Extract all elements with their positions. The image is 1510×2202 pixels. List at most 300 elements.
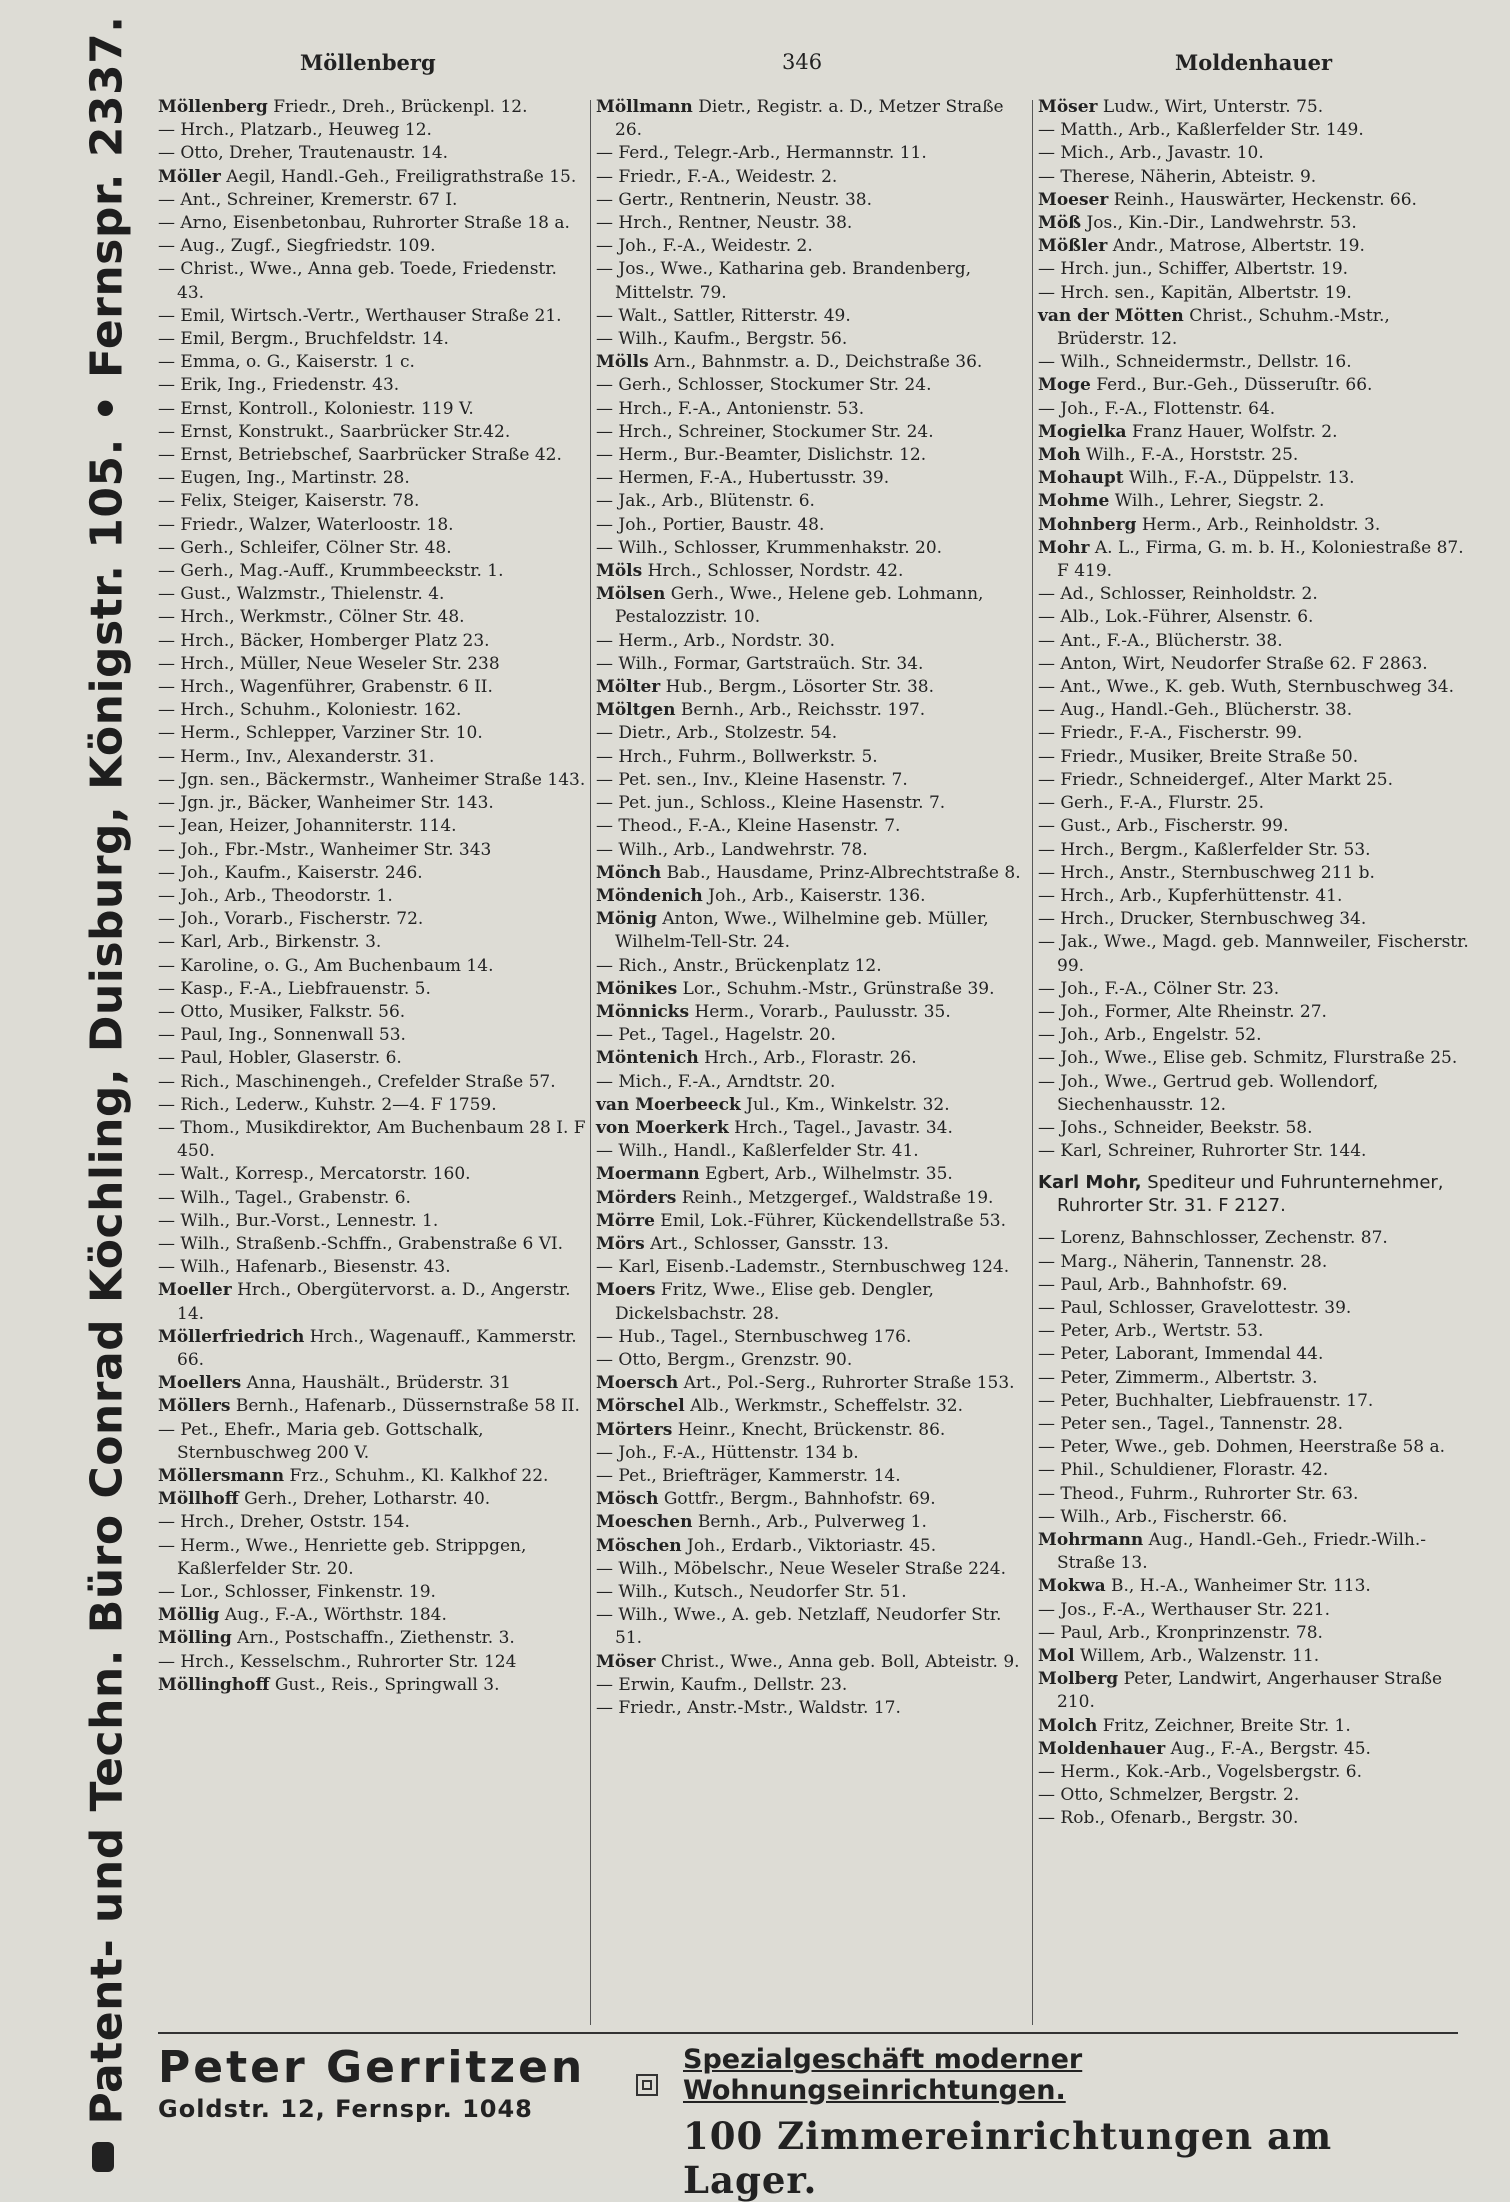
entry-details: Ferd., Bur.-Geh., Düsseruſtr. 66. (1090, 375, 1373, 396)
directory-entry (596, 514, 1028, 537)
directory-entry (158, 606, 588, 629)
entry-details: — Wilh., Wwe., A. geb. Netzlaff, Neudorfer Str. 51. (596, 1605, 1002, 1649)
entry-details: — Thom., Musikdirektor, Am Buchenbaum 28 I. F 450. (158, 1117, 586, 1162)
directory-entry (1038, 1274, 1470, 1297)
directory-entry (158, 1395, 588, 1418)
column-1 (158, 96, 588, 2026)
entry-details: Wilh., F.-A., Horststr. 25. (1080, 445, 1299, 466)
directory-entry (1038, 1529, 1470, 1575)
entry-surname: Möser (596, 1651, 656, 1672)
entry-details: Bernh., Arb., Pulverweg 1. (692, 1512, 927, 1533)
directory-entry (1038, 908, 1470, 931)
entry-surname: Möltgen (596, 700, 676, 721)
directory-entry (158, 955, 588, 978)
directory-entry (158, 583, 588, 606)
entry-details: — Friedr., Anstr.-Mstr., Waldstr. 17. (596, 1698, 901, 1719)
directory-entry (1038, 931, 1470, 977)
entry-details: — Gertr., Rentnerin, Neustr. 38. (596, 189, 872, 210)
entry-details: — Hrch., Kesselschm., Ruhrorter Str. 124 (158, 1651, 517, 1672)
directory-entry (1038, 815, 1470, 838)
entry-details: Hrch., Schlosser, Nordstr. 42. (642, 561, 904, 582)
directory-entry (1038, 792, 1470, 815)
directory-entry (1038, 189, 1470, 212)
ad-entry (1038, 1171, 1470, 1217)
entry-details: — Wilh., Kaufm., Bergstr. 56. (596, 329, 848, 350)
entry-details: — Herm., Inv., Alexanderstr. 31. (158, 746, 435, 767)
directory-entry (1038, 1367, 1470, 1390)
entry-details: — Marg., Näherin, Tannenstr. 28. (1038, 1251, 1328, 1272)
entry-details: Gerh., Wwe., Helene geb. Lohmann, Pestalozzistr. 10. (615, 584, 984, 628)
entry-details: — Mich., Arb., Javastr. 10. (1038, 143, 1264, 164)
directory-entry (1038, 282, 1470, 305)
entry-details: — Peter, Arb., Wertstr. 53. (1038, 1321, 1264, 1342)
entry-surname: Mörschel (596, 1396, 685, 1417)
entry-details: — Aug., Zugf., Siegfriedstr. 109. (158, 236, 436, 257)
entry-details: — Joh., F.-A., Hüttenstr. 134 b. (596, 1442, 859, 1463)
entry-details: — Jean, Heizer, Johanniterstr. 114. (158, 816, 457, 837)
entry-details: — Jak., Arb., Blütenstr. 6. (596, 491, 815, 512)
directory-entry (158, 839, 588, 862)
directory-entry (596, 1001, 1028, 1024)
entry-details: — Jos., Wwe., Katharina geb. Brandenberg, Mittelstr. 79. (596, 259, 972, 303)
directory-entry (158, 1187, 588, 1210)
entry-surname: Molch (1038, 1715, 1098, 1736)
directory-entry (596, 142, 1028, 165)
directory-entry (596, 1071, 1028, 1094)
directory-entry (158, 1651, 588, 1674)
directory-entry (158, 1047, 588, 1070)
directory-entry (158, 1163, 588, 1186)
directory-entry (158, 1419, 588, 1465)
directory-entry (596, 490, 1028, 513)
directory-entry (596, 398, 1028, 421)
entry-details: — Joh., Kaufm., Kaiserstr. 246. (158, 862, 423, 883)
entry-details: — Gerh., Mag.-Auff., Krummbeeckstr. 1. (158, 561, 504, 582)
directory-entry (158, 931, 588, 954)
entry-details: — Hrch. sen., Kapitän, Albertstr. 19. (1038, 282, 1352, 303)
entry-surname: Möls (596, 561, 643, 582)
directory-entry (596, 374, 1028, 397)
directory-entry (596, 1604, 1028, 1650)
entry-details: — Peter, Wwe., geb. Dohmen, Heerstraße 58 a. (1038, 1437, 1446, 1458)
entry-surname: Mohaupt (1038, 468, 1124, 489)
entry-details: Hrch., Tagel., Javastr. 34. (728, 1117, 953, 1138)
entry-details: Hrch., Wagenauff., Kammerstr. 66. (177, 1326, 577, 1370)
directory-entry (596, 1326, 1028, 1349)
entry-details: — Gerh., F.-A., Flurstr. 25. (1038, 793, 1265, 814)
directory-entry (1038, 1668, 1470, 1714)
entry-details: — Hub., Tagel., Sternbuschweg 176. (596, 1326, 912, 1347)
entry-details: — Rob., Ofenarb., Bergstr. 30. (1038, 1808, 1299, 1829)
entry-details: — Joh., Arb., Theodorstr. 1. (158, 885, 393, 906)
entry-surname: Moermann (596, 1164, 700, 1185)
entry-details: — Jgn. sen., Bäckermstr., Wanheimer Straße 143. (158, 769, 586, 790)
directory-entry (1038, 839, 1470, 862)
directory-entry (596, 1094, 1028, 1117)
entry-details: — Hrch., Drucker, Sternbuschweg 34. (1038, 909, 1367, 930)
entry-surname: Möllenberg (158, 97, 268, 117)
entry-surname: Karl Mohr, (1038, 1172, 1142, 1194)
directory-entry (1038, 258, 1470, 281)
directory-entry (1038, 1436, 1470, 1459)
entry-details: — Hrch., Rentner, Neustr. 38. (596, 213, 853, 234)
directory-entry (1038, 1575, 1470, 1598)
directory-entry (596, 96, 1028, 142)
entry-details: — Theod., Fuhrm., Ruhrorter Str. 63. (1038, 1483, 1359, 1504)
entry-details: Aug., F.-A., Bergstr. 45. (1165, 1738, 1371, 1759)
directory-entry (1038, 351, 1470, 374)
entry-details: — Ad., Schlosser, Reinholdstr. 2. (1038, 584, 1318, 605)
entry-details: Anton, Wwe., Wilhelmine geb. Müller, Wilhelm-Tell-Str. 24. (615, 909, 989, 953)
directory-entry (596, 1163, 1028, 1186)
directory-entry (158, 1674, 588, 1697)
entry-surname: Mörders (596, 1187, 677, 1208)
directory-entry (1038, 630, 1470, 653)
entry-surname: Möllers (158, 1396, 231, 1417)
entry-surname: Molberg (1038, 1669, 1119, 1690)
directory-entry (1038, 467, 1470, 490)
directory-entry (596, 722, 1028, 745)
directory-entry (158, 305, 588, 328)
entry-details: Emil, Lok.-Führer, Kückendellstraße 53. (654, 1210, 1007, 1231)
entry-details: — Rich., Maschinengeh., Crefelder Straße 57. (158, 1071, 556, 1092)
entry-details: — Johs., Schneider, Beekstr. 58. (1038, 1117, 1313, 1138)
entry-details: — Wilh., Tagel., Grabenstr. 6. (158, 1187, 411, 1208)
entry-details: — Wilh., Kutsch., Neudorfer Str. 51. (596, 1582, 907, 1602)
directory-entry (596, 1395, 1028, 1418)
directory-entry (596, 885, 1028, 908)
entry-details: Franz Hauer, Wolfstr. 2. (1126, 421, 1338, 442)
entry-surname: Möntenich (596, 1048, 699, 1069)
directory-entry (158, 862, 588, 885)
entry-details: — Alb., Lok.-Führer, Alsenstr. 6. (1038, 607, 1314, 628)
entry-details: — Karl, Arb., Birkenstr. 3. (158, 932, 382, 953)
directory-entry (1038, 769, 1470, 792)
entry-surname: Mohnberg (1038, 514, 1137, 535)
directory-entry (596, 351, 1028, 374)
directory-entry (158, 560, 588, 583)
directory-entry (596, 862, 1028, 885)
directory-entry (596, 1581, 1028, 1604)
entry-details: — Hrch., Fuhrm., Bollwerkstr. 5. (596, 746, 878, 767)
directory-entry (596, 1442, 1028, 1465)
directory-entry (158, 1256, 588, 1279)
entry-details: — Wilh., Arb., Fischerstr. 66. (1038, 1506, 1288, 1527)
entry-surname: von Moerkerk (596, 1117, 729, 1138)
directory-entry (596, 467, 1028, 490)
entry-details: — Wilh., Handl., Kaßlerfelder Str. 41. (596, 1141, 919, 1162)
entry-details: — Jos., F.-A., Werthauser Str. 221. (1038, 1599, 1331, 1620)
entry-details: — Joh., Portier, Baustr. 48. (596, 514, 825, 535)
ad-furnishings-line2: 100 Zimmereinrichtungen am Lager. (683, 2114, 1333, 2202)
entry-details: — Ferd., Telegr.-Arb., Hermannstr. 11. (596, 143, 927, 164)
directory-entry (158, 142, 588, 165)
entry-details: — Paul, Arb., Kronprinzenstr. 78. (1038, 1622, 1323, 1643)
entry-details: — Wilh., Schneidermstr., Dellstr. 16. (1038, 352, 1352, 373)
directory-entry (1038, 398, 1470, 421)
directory-entry (1038, 537, 1470, 583)
ad-furnishings-line1: Spezialgeschäft moderner Wohnungseinrichtungen. (683, 2044, 1083, 2106)
directory-entry (596, 653, 1028, 676)
column-2 (596, 96, 1028, 2026)
directory-entry (158, 1071, 588, 1094)
entry-details: — Joh., F.-A., Cölner Str. 23. (1038, 978, 1280, 999)
entry-details: — Hrch., Werkmstr., Cölner Str. 48. (158, 607, 465, 628)
entry-details: — Jgn. jr., Bäcker, Wanheimer Str. 143. (158, 793, 494, 814)
entry-details: — Joh., Vorarb., Fischerstr. 72. (158, 909, 424, 930)
column-divider (1032, 100, 1033, 2025)
directory-entry (158, 189, 588, 212)
entry-details: — Lor., Schlosser, Finkenstr. 19. (158, 1582, 436, 1602)
ad-gerritzen-title: Peter Gerritzen (158, 2042, 586, 2093)
directory-entry (158, 1094, 588, 1117)
directory-entry (1038, 1047, 1470, 1070)
directory-entry (596, 1535, 1028, 1558)
entry-details: — Friedr., F.-A., Fischerstr. 99. (1038, 723, 1303, 744)
entry-surname: Möser (1038, 97, 1098, 117)
entry-details: — Matth., Arb., Kaßlerfelder Str. 149. (1038, 120, 1364, 141)
entry-details: Willem, Arb., Walzenstr. 11. (1074, 1646, 1320, 1666)
directory-entry (158, 676, 588, 699)
entry-details: — Wilh., Straßenb.-Schffn., Grabenstraße 6 VI. (158, 1233, 564, 1254)
directory-entry (596, 1465, 1028, 1488)
entry-details: — Ant., Wwe., K. geb. Wuth, Sternbuschweg 34. (1038, 677, 1455, 698)
entry-details: Alb., Werkmstr., Scheffelstr. 32. (684, 1396, 964, 1417)
directory-entry (596, 792, 1028, 815)
entry-details: Wilh., Lehrer, Siegstr. 2. (1109, 491, 1325, 512)
directory-entry (158, 398, 588, 421)
entry-details: Reinh., Metzgergef., Waldstraße 19. (676, 1187, 994, 1208)
entry-details: — Friedr., F.-A., Weidestr. 2. (596, 166, 838, 187)
directory-entry (1038, 1807, 1470, 1830)
directory-entry (158, 490, 588, 513)
entry-surname: Möllersmann (158, 1465, 285, 1486)
side-banner-text: Patent- und Techn. Büro Conrad Köchling, Duisburg, Königstr. 105. • Fernspr. 2337. (81, 15, 133, 2125)
directory-entry (596, 583, 1028, 629)
directory-entry (1038, 583, 1470, 606)
entry-details: — Kasp., F.-A., Liebfrauenstr. 5. (158, 978, 431, 999)
directory-entry (1038, 746, 1470, 769)
directory-entry (596, 839, 1028, 862)
entry-details: — Otto, Musiker, Falkstr. 56. (158, 1001, 406, 1022)
directory-entry (1038, 166, 1470, 189)
entry-details: — Karl, Schreiner, Ruhrorter Str. 144. (1038, 1141, 1367, 1162)
directory-entry (1038, 1227, 1470, 1250)
directory-entry (158, 374, 588, 397)
directory-entry (1038, 235, 1470, 258)
directory-entry (158, 1279, 588, 1325)
entry-details: — Gerh., Schleifer, Cölner Str. 48. (158, 537, 452, 558)
entry-details: Fritz, Wwe., Elise geb. Dengler, Dickelsbachstr. 28. (615, 1280, 934, 1324)
entry-surname: Moellers (158, 1373, 242, 1394)
entry-details: Spediteur und Fuhrunternehmer, Ruhrorter Str. 31. F 2127. (1057, 1172, 1444, 1217)
directory-entry (596, 908, 1028, 954)
entry-surname: Möllmann (596, 97, 693, 117)
entry-surname: Moeser (1038, 189, 1109, 210)
entry-details: — Hrch., Müller, Neue Weseler Str. 238 (158, 653, 500, 674)
header-left-keyword: Möllenberg (300, 50, 436, 75)
entry-details: Herm., Arb., Reinholdstr. 3. (1136, 514, 1381, 535)
entry-details: — Wilh., Möbelschr., Neue Weseler Straße 224. (596, 1558, 1007, 1579)
directory-entry (1038, 885, 1470, 908)
directory-entry (158, 258, 588, 304)
directory-entry (158, 1001, 588, 1024)
entry-details: Dietr., Registr. a. D., Metzer Straße 26. (615, 97, 1004, 141)
entry-details: — Pet. sen., Inv., Kleine Hasenstr. 7. (596, 769, 908, 790)
entry-surname: Möller (158, 166, 221, 187)
directory-entry (1038, 1761, 1470, 1784)
binding-mark-icon (92, 2142, 114, 2172)
directory-entry (1038, 1483, 1470, 1506)
entry-details: Fritz, Zeichner, Breite Str. 1. (1097, 1715, 1351, 1736)
entry-details: — Friedr., Walzer, Waterloostr. 18. (158, 514, 454, 535)
directory-entry (158, 1488, 588, 1511)
entry-details: Aegil, Handl.-Geh., Freiligrathstraße 15. (220, 166, 577, 187)
directory-entry (1038, 1117, 1470, 1140)
entry-details: — Erik, Ing., Friedenstr. 43. (158, 375, 400, 396)
entry-details: Hub., Bergm., Lösorter Str. 38. (660, 677, 935, 698)
directory-entry (158, 514, 588, 537)
directory-entry (1038, 119, 1470, 142)
entry-details: Herm., Vorarb., Paulusstr. 35. (689, 1001, 951, 1022)
header-right-keyword: Moldenhauer (1175, 50, 1333, 75)
directory-entry (158, 537, 588, 560)
directory-entry (596, 1674, 1028, 1697)
ornament-icon (636, 2074, 658, 2096)
entry-details: — Rich., Lederw., Kuhstr. 2—4. F 1759. (158, 1094, 497, 1115)
directory-entry (158, 166, 588, 189)
directory-entry (596, 1210, 1028, 1233)
directory-entry (1038, 514, 1470, 537)
entry-details: Heinr., Knecht, Brückenstr. 86. (672, 1419, 946, 1440)
entry-details: — Ant., Schreiner, Kremerstr. 67 I. (158, 189, 458, 210)
entry-details: Gerh., Dreher, Lotharstr. 40. (238, 1489, 491, 1510)
directory-entry (596, 1047, 1028, 1070)
entry-details: — Gerh., Schlosser, Stockumer Str. 24. (596, 375, 932, 396)
entry-details: Aug., F.-A., Wörthstr. 184. (219, 1605, 447, 1626)
directory-entry (1038, 1024, 1470, 1047)
entry-details: — Friedr., Schneidergef., Alter Markt 25. (1038, 769, 1394, 790)
entry-details: Friedr., Dreh., Brückenpl. 12. (267, 97, 528, 117)
directory-entry (158, 1581, 588, 1604)
entry-details: Gottfr., Bergm., Bahnhofstr. 69. (658, 1489, 936, 1510)
entry-details: — Pet., Tagel., Hagelstr. 20. (596, 1025, 836, 1046)
entry-details: — Hrch., Schreiner, Stockumer Str. 24. (596, 421, 934, 442)
entry-details: — Walt., Sattler, Ritterstr. 49. (596, 305, 851, 326)
directory-entry (158, 328, 588, 351)
entry-details: — Herm., Kok.-Arb., Vogelsbergstr. 6. (1038, 1762, 1363, 1783)
entry-details: — Dietr., Arb., Stolzestr. 54. (596, 723, 838, 744)
directory-entry (1038, 1645, 1470, 1668)
entry-surname: Moh (1038, 445, 1081, 466)
entry-details: — Pet. jun., Schloss., Kleine Hasenstr. 7. (596, 793, 946, 814)
entry-surname: Möß (1038, 213, 1082, 234)
entry-details: — Arno, Eisenbetonbau, Ruhrorter Straße 18 a. (158, 213, 570, 234)
directory-entry (596, 978, 1028, 1001)
directory-entry (1038, 1506, 1470, 1529)
entry-details: — Gust., Walzmstr., Thielenstr. 4. (158, 584, 445, 605)
entry-details: Ludw., Wirt, Unterstr. 75. (1097, 97, 1324, 117)
directory-entry (596, 212, 1028, 235)
entry-surname: Mol (1038, 1646, 1075, 1666)
entry-surname: Mörre (596, 1210, 655, 1231)
entry-details: — Aug., Handl.-Geh., Blücherstr. 38. (1038, 700, 1353, 721)
entry-details: — Emil, Wirtsch.-Vertr., Werthauser Straße 21. (158, 305, 562, 326)
directory-entry (1038, 676, 1470, 699)
entry-details: Bernh., Hafenarb., Düssernstraße 58 II. (230, 1396, 580, 1417)
directory-entry (1038, 490, 1470, 513)
directory-entry (1038, 1715, 1470, 1738)
directory-entry (596, 560, 1028, 583)
directory-entry (1038, 1738, 1470, 1761)
directory-entry (158, 769, 588, 792)
entry-details: A. L., Firma, G. m. b. H., Koloniestraße 87. F 419. (1057, 537, 1464, 582)
entry-details: — Paul, Schlosser, Gravelottestr. 39. (1038, 1297, 1352, 1318)
directory-entry (1038, 1297, 1470, 1320)
directory-entry (596, 258, 1028, 304)
entry-surname: Mönikes (596, 978, 678, 999)
entry-details: — Therese, Näherin, Abteistr. 9. (1038, 166, 1317, 187)
entry-details: — Herm., Wwe., Henriette geb. Strippgen, Kaßlerfelder Str. 20. (158, 1535, 527, 1579)
directory-entry (596, 1349, 1028, 1372)
entry-details: — Walt., Korresp., Mercatorstr. 160. (158, 1164, 471, 1185)
entry-details: — Emil, Bergm., Bruchfeldstr. 14. (158, 329, 449, 350)
entry-details: — Phil., Schuldiener, Florastr. 42. (1038, 1460, 1329, 1481)
entry-details: Jos., Kin.-Dir., Landwehrstr. 53. (1081, 213, 1357, 234)
entry-details: — Theod., F.-A., Kleine Hasenstr. 7. (596, 816, 901, 837)
entry-surname: Moers (596, 1280, 656, 1301)
directory-entry (596, 1651, 1028, 1674)
entry-details: — Peter, Laborant, Immendal 44. (1038, 1344, 1324, 1365)
entry-details: Bernh., Arb., Reichsstr. 197. (675, 700, 926, 721)
directory-entry (158, 1627, 588, 1650)
advertisement-gerritzen (158, 2042, 618, 2123)
directory-entry (596, 166, 1028, 189)
directory-entry (596, 1419, 1028, 1442)
directory-entry (596, 1256, 1028, 1279)
entry-details: — Hrch. jun., Schiffer, Albertstr. 19. (1038, 259, 1349, 280)
entry-details: Egbert, Arb., Wilhelmstr. 35. (699, 1164, 953, 1185)
entry-details: — Joh., Fbr.-Mstr., Wanheimer Str. 343 (158, 839, 492, 860)
entry-details: — Christ., Wwe., Anna geb. Toede, Friedenstr. 43. (158, 259, 557, 303)
entry-details: — Hrch., Arb., Kupferhüttenstr. 41. (1038, 885, 1343, 906)
entry-surname: Mohme (1038, 491, 1110, 512)
directory-entry (1038, 1622, 1470, 1645)
directory-entry (596, 1117, 1028, 1140)
entry-details: Bab., Hausdame, Prinz-Albrechtstraße 8. (661, 862, 1021, 883)
entry-surname: Moldenhauer (1038, 1738, 1166, 1759)
column-divider (590, 100, 591, 2025)
directory-entry (158, 792, 588, 815)
directory-entry (158, 1604, 588, 1627)
directory-entry (596, 1233, 1028, 1256)
directory-entry (596, 699, 1028, 722)
advertisement-furnishings (683, 2044, 1463, 2202)
entry-details: Christ., Schuhm.-Mstr., Brüderstr. 12. (1057, 305, 1390, 350)
entry-details: — Peter, Zimmerm., Albertstr. 3. (1038, 1367, 1318, 1388)
directory-entry (1038, 1320, 1470, 1343)
entry-details: Arn., Bahnmstr. a. D., Deichstraße 36. (648, 352, 983, 373)
directory-entry (1038, 1459, 1470, 1482)
advertisement-strip (158, 2032, 1458, 2202)
directory-entry (158, 351, 588, 374)
directory-entry (1038, 653, 1470, 676)
entry-surname: Moge (1038, 375, 1091, 396)
entry-surname: Mogielka (1038, 421, 1127, 442)
entry-details: — Karl, Eisenb.-Lademstr., Sternbuschweg 124. (596, 1257, 1010, 1278)
directory-entry (596, 421, 1028, 444)
entry-surname: Mönch (596, 862, 662, 883)
